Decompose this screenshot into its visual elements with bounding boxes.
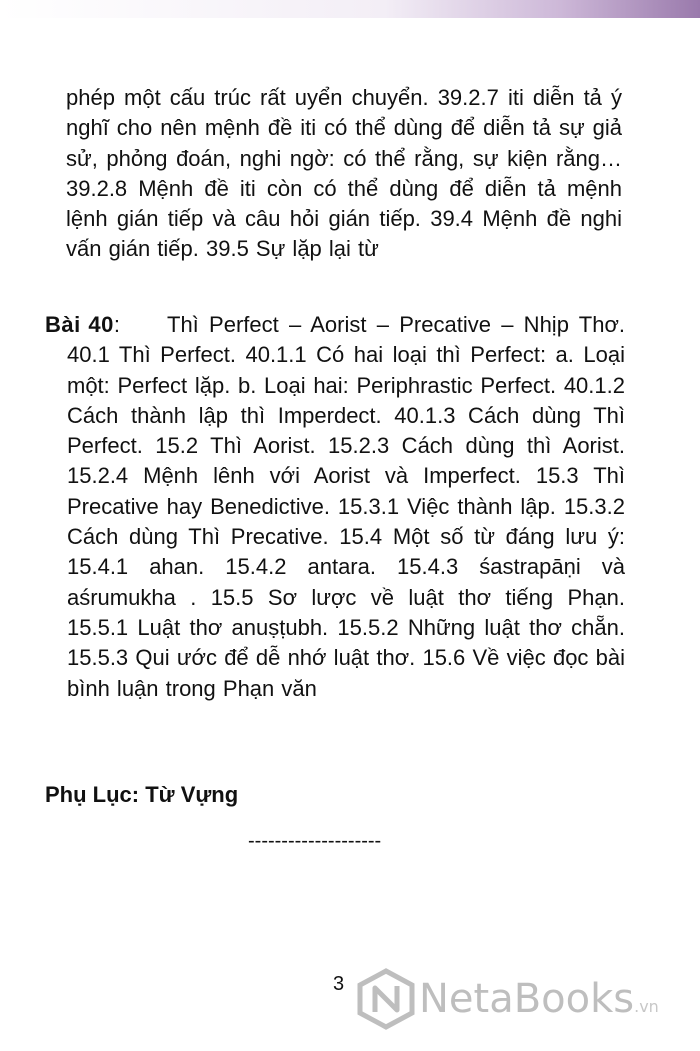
watermark-suffix: .vn — [634, 997, 659, 1016]
intro-paragraph: phép một cấu trúc rất uyển chuyển. 39.2.7 iti diễn tả ý nghĩ cho nên mệnh đề iti có thể dùng để diễn tả sự giả sử, phỏng đoán, nghi ngờ: có thể rằng, sự kiện rằng…39.2.8 Mệnh đề iti còn có thể dùng để diễn tả mệnh lệnh gián tiếp và câu hỏi gián tiếp. 39.4 Mệnh đề nghi vấn gián tiếp. 39.5 Sự lặp lại từ — [66, 85, 622, 262]
lesson-40-entry — [45, 310, 625, 704]
appendix-heading: Phụ Lục: Từ Vựng — [45, 782, 239, 807]
netabooks-logo-icon — [355, 968, 417, 1030]
lesson-label: Bài 40 — [45, 312, 114, 337]
watermark — [355, 968, 695, 1038]
watermark-brand: NetaBooks — [419, 976, 635, 1022]
lesson-separator: : — [113, 312, 120, 337]
divider-line: -------------------- — [248, 830, 382, 852]
lesson-text: Thì Perfect – Aorist – Precative – Nhịp Thơ. 40.1 Thì Perfect. 40.1.1 Có hai loại thì Perfect: a. Loại một: Perfect lặp. b. Loại hai: Periphrastic Perfect. 40.1.2 Cách thành lập thì Imperdect. 40.1.3 Cách dùng Thì Perfect. 15.2 Thì Aorist. 15.2.3 Cách dùng thì Aorist. 15.2.4 Mệnh lênh với Aorist và Imperfect. 15.3 Thì Precative hay Benedictive. 15.3.1 Việc thành lập. 15.3.2 Cách dùng Thì Precative. 15.4 Một số từ đáng lưu ý: 15.4.1 ahan. 15.4.2 antara. 15.4.3 śastrapāṇi và aśrumukha . 15.5 Sơ lược về luật thơ tiếng Phạn. 15.5.1 Luật thơ anuṣṭubh. 15.5.2 Những luật thơ chẵn. 15.5.3 Qui ước để dễ nhớ luật thơ. 15.6 Về việc đọc bài bình luận trong Phạn văn — [67, 312, 625, 701]
page-number: 3 — [333, 973, 345, 995]
watermark-text — [419, 974, 659, 1032]
